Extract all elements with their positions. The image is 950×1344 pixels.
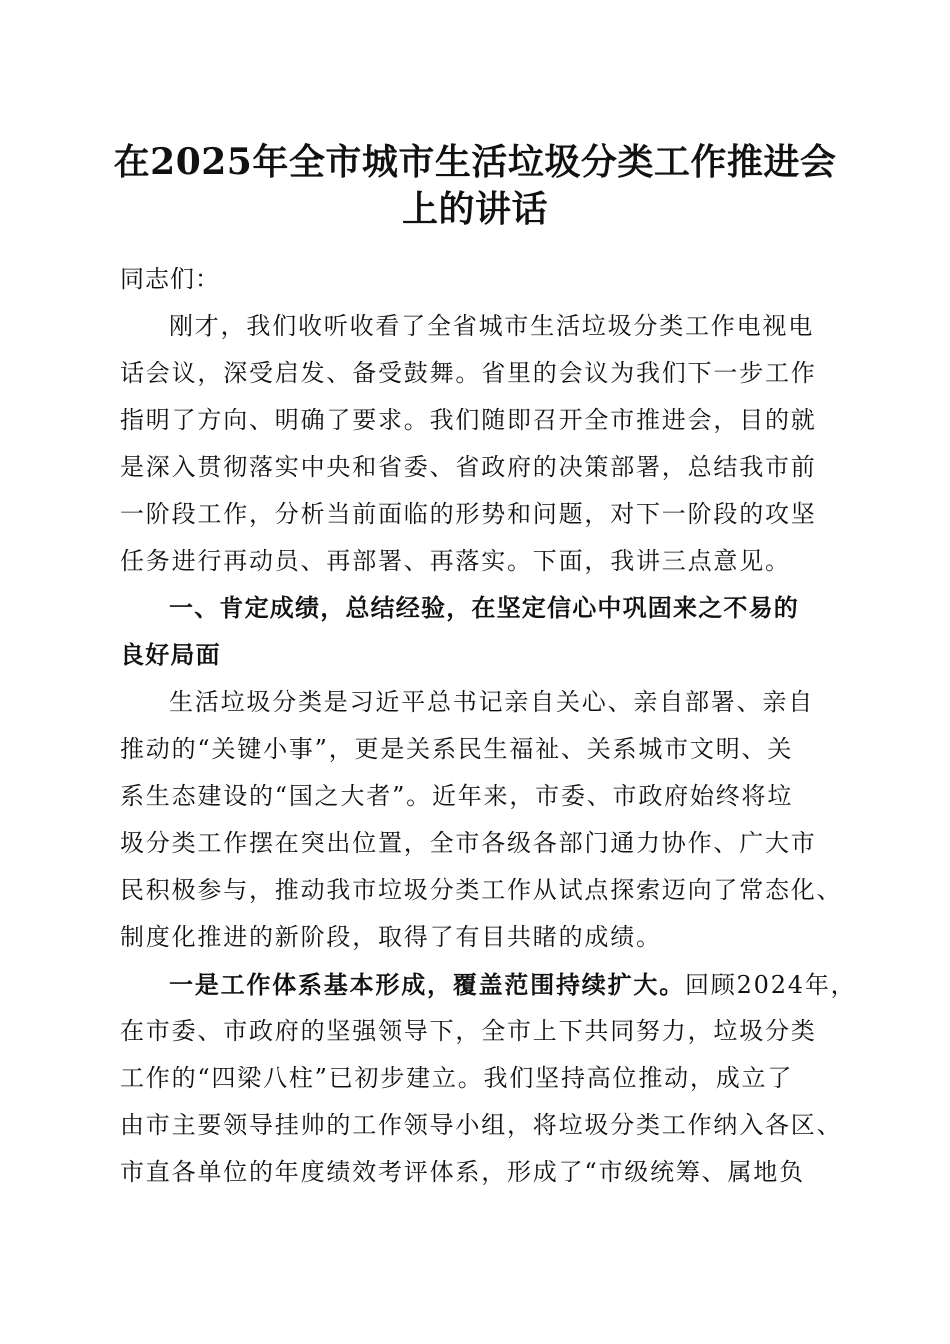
paragraph-2-line: 制度化推进的新阶段，取得了有目共睹的成绩。	[120, 923, 662, 951]
paragraph-3-bold-lead: 一是工作体系基本形成，覆盖范围持续扩大。	[169, 970, 685, 999]
paragraph-3-line: 由市主要领导挂帅的工作领导小组，将垃圾分类工作纳入各区、	[120, 1111, 843, 1139]
paragraph-3-line: 市直各单位的年度绩效考评体系，形成了“市级统筹、属地负	[120, 1158, 805, 1186]
paragraph-3-lead-line	[120, 961, 857, 1008]
section-heading-line: 良好局面	[120, 641, 221, 669]
salutation: 同志们：	[120, 265, 220, 293]
paragraph-2-line: 推动的“关键小事”，更是关系民生福祉、关系城市文明、关	[120, 735, 794, 763]
paragraph-1-line: 刚才，我们收听收看了全省城市生活垃圾分类工作电视电	[169, 312, 814, 340]
paragraph-1-line: 话会议，深受启发、备受鼓舞。省里的会议为我们下一步工作	[120, 359, 817, 387]
paragraph-1-line: 是深入贯彻落实中央和省委、省政府的决策部署，总结我市前	[120, 453, 817, 481]
paragraph-1-line: 任务进行再动员、再部署、再落实。下面，我讲三点意见。	[120, 547, 791, 575]
paragraph-2-line: 系生态建设的“国之大者”。近年来，市委、市政府始终将垃	[120, 782, 794, 810]
section-heading-line: 一、肯定成绩，总结经验，在坚定信心中巩固来之不易的	[169, 594, 799, 622]
paragraph-2-line: 民积极参与，推动我市垃圾分类工作从试点探索迈向了常态化、	[120, 876, 843, 904]
paragraph-3-line: 工作的“四梁八柱”已初步建立。我们坚持高位推动，成立了	[120, 1064, 794, 1092]
paragraph-1-line: 指明了方向、明确了要求。我们随即召开全市推进会，目的就	[120, 406, 817, 434]
document-body	[120, 256, 857, 1196]
paragraph-3-lead-rest: 回顾2024年，	[685, 971, 857, 999]
document-title-line-1: 在2025年全市城市生活垃圾分类工作推进会	[113, 141, 837, 183]
paragraph-2-line: 生活垃圾分类是习近平总书记亲自关心、亲自部署、亲自	[169, 688, 814, 716]
paragraph-2-line: 圾分类工作摆在突出位置，全市各级各部门通力协作、广大市	[120, 829, 817, 857]
document-title-line-2: 上的讲话	[401, 188, 548, 230]
paragraph-1-line: 一阶段工作，分析当前面临的形势和问题，对下一阶段的攻坚	[120, 500, 817, 528]
paragraph-3-line: 在市委、市政府的坚强领导下，全市上下共同努力，垃圾分类	[120, 1017, 817, 1045]
